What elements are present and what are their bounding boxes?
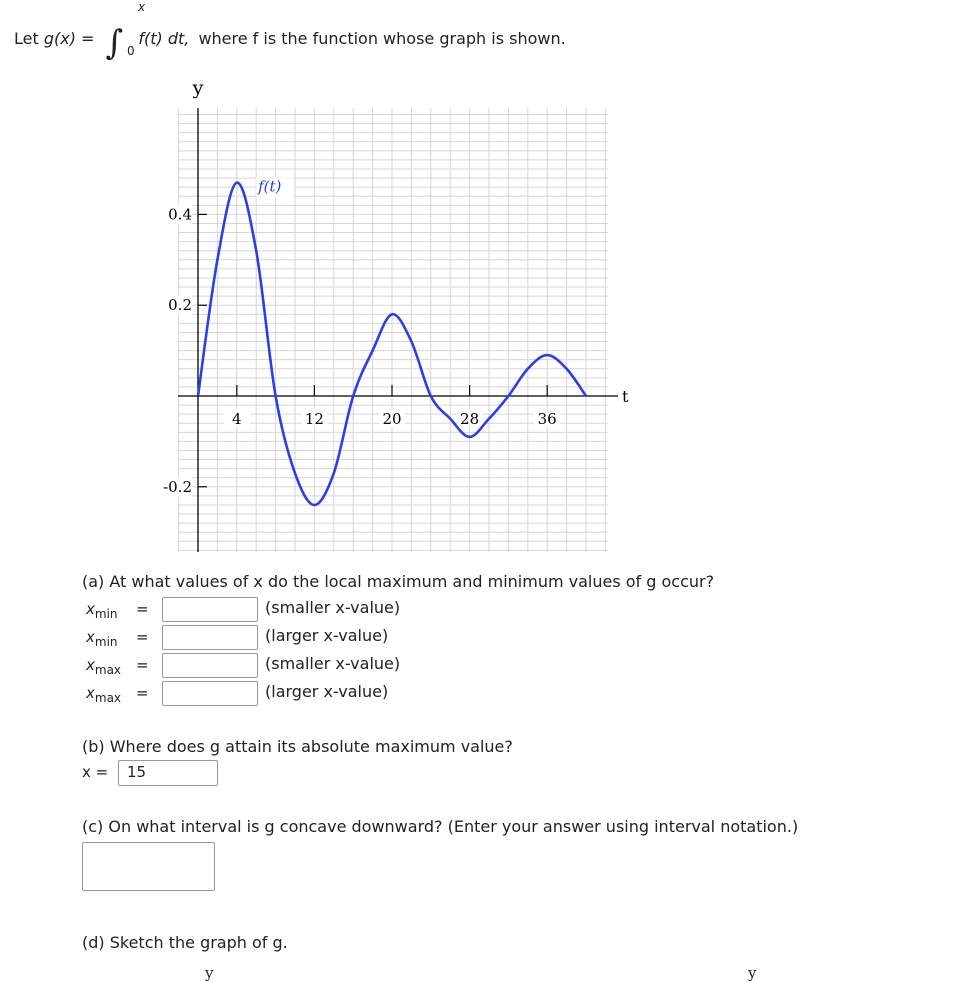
x-tick-label-4: 4 — [232, 410, 242, 428]
integrand: f(t) dt, — [138, 29, 190, 48]
xmin-input-1[interactable] — [162, 597, 258, 622]
integral-lower-limit: 0 — [127, 44, 135, 58]
part-a-hint-3: (smaller x-value) — [265, 654, 401, 673]
integral-sign: ∫ — [105, 23, 124, 63]
x-axis-label: t — [622, 387, 629, 406]
part-a-label-2: $x_{min}$ — [86, 628, 118, 649]
xmin-input-2[interactable] — [162, 625, 258, 650]
sketch-graph-1-y-label: y — [205, 964, 214, 982]
part-c-question: (c) On what interval is g concave downward? (Enter your answer using interval notation.) — [82, 817, 799, 836]
chart-axes — [178, 108, 618, 552]
x-tick-label-28: 28 — [460, 410, 480, 428]
part-a-hint-2: (larger x-value) — [265, 626, 389, 645]
part-a-equals-1: = — [136, 600, 149, 618]
y-tick-label--0.2: -0.2 — [163, 477, 192, 496]
part-a-equals-3: = — [136, 656, 149, 674]
y-tick-label-0.4: 0.4 — [168, 205, 192, 224]
part-a-equals-2: = — [136, 628, 149, 646]
concave-down-interval-input[interactable] — [82, 842, 215, 891]
problem-suffix: where f is the function whose graph is shown. — [198, 29, 566, 48]
curve-label: f(t) — [258, 177, 282, 196]
y-axis-label: y — [192, 77, 204, 99]
part-b-label: x = — [82, 763, 109, 781]
y-tick-label-0.2: 0.2 — [168, 296, 192, 315]
part-d-question: (d) Sketch the graph of g. — [82, 933, 288, 952]
part-a-question: (a) At what values of x do the local maximum and minimum values of g occur? — [82, 572, 715, 591]
x-tick-label-12: 12 — [304, 410, 324, 428]
part-a-hint-4: (larger x-value) — [265, 682, 389, 701]
x-tick-label-36: 36 — [537, 410, 557, 428]
chart-grid — [178, 108, 608, 552]
part-a-label-3: $x_{max}$ — [86, 656, 122, 677]
x-tick-label-20: 20 — [382, 410, 402, 428]
g-definition: g(x) = — [43, 29, 95, 48]
chart-ticks — [150, 178, 560, 497]
problem-prefix: Let — [14, 29, 39, 48]
part-a-equals-4: = — [136, 684, 149, 702]
xmax-input-4[interactable] — [162, 681, 258, 706]
part-a-label-4: $x_{max}$ — [86, 684, 122, 705]
part-a-label-1: $x_{min}$ — [86, 600, 118, 621]
integral-upper-limit: x — [138, 0, 146, 14]
sketch-graph-2-y-label: y — [748, 964, 757, 982]
part-b-question: (b) Where does g attain its absolute maximum value? — [82, 737, 513, 756]
absolute-max-input[interactable]: 15 — [118, 760, 218, 786]
xmax-input-3[interactable] — [162, 653, 258, 678]
part-a-hint-1: (smaller x-value) — [265, 598, 401, 617]
